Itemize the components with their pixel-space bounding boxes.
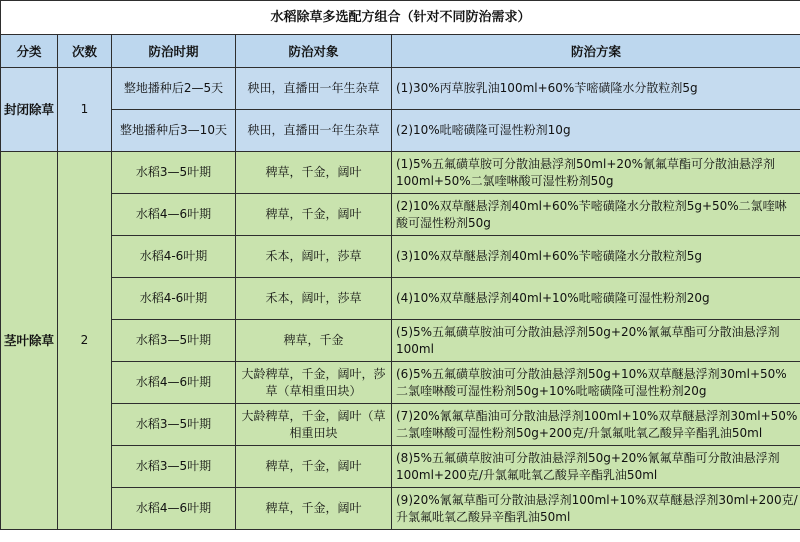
target-cell: 稗草，千金，阔叶	[236, 152, 392, 194]
plan-cell: (2)10%双草醚悬浮剂40ml+60%苄嘧磺隆水分散粒剂5g+50%二氯喹啉酸可湿性粉剂50g	[392, 194, 800, 236]
table-row	[1, 446, 800, 488]
table-row	[1, 320, 800, 362]
target-cell: 禾本，阔叶，莎草	[236, 278, 392, 320]
target-cell: 秧田，直播田一年生杂草	[236, 68, 392, 110]
period-cell: 水稻4—6叶期	[112, 362, 236, 404]
times-cell: 1	[58, 68, 112, 152]
period-cell: 整地播种后3—10天	[112, 110, 236, 152]
period-cell: 水稻4-6叶期	[112, 278, 236, 320]
table-row	[1, 488, 800, 530]
table-row	[1, 236, 800, 278]
table-row	[1, 68, 800, 110]
plan-cell: (9)20%氰氟草酯可分散油悬浮剂100ml+10%双草醚悬浮剂30ml+200克/升氯氟吡氧乙酸异辛酯乳油50ml	[392, 488, 800, 530]
plan-cell: (3)10%双草醚悬浮剂40ml+60%苄嘧磺隆水分散粒剂5g	[392, 236, 800, 278]
times-cell: 2	[58, 152, 112, 530]
table-row	[1, 278, 800, 320]
table-row	[1, 194, 800, 236]
target-cell: 大龄稗草，千金，阔叶（草相重田块	[236, 404, 392, 446]
period-cell: 水稻3—5叶期	[112, 446, 236, 488]
plan-cell: (1)5%五氟磺草胺可分散油悬浮剂50ml+20%氰氟草酯可分散油悬浮剂100ml+50%二氯喹啉酸可湿性粉剂50g	[392, 152, 800, 194]
plan-cell: (8)5%五氟磺草胺油可分散油悬浮剂50g+20%氰氟草酯可分散油悬浮剂100ml+200克/升氯氟吡氧乙酸异辛酯乳油50ml	[392, 446, 800, 488]
table-row	[1, 152, 800, 194]
header-period: 防治时期	[112, 35, 236, 68]
period-cell: 水稻3—5叶期	[112, 152, 236, 194]
plan-cell: (2)10%吡嘧磺隆可湿性粉剂10g	[392, 110, 800, 152]
plan-cell: (5)5%五氟磺草胺油可分散油悬浮剂50g+20%氰氟草酯可分散油悬浮剂100ml	[392, 320, 800, 362]
period-cell: 水稻4—6叶期	[112, 488, 236, 530]
plan-cell: (6)5%五氟磺草胺油可分散油悬浮剂50g+10%双草醚悬浮剂30ml+50%二氯喹啉酸可湿性粉剂50g+10%吡嘧磺隆可湿性粉剂20g	[392, 362, 800, 404]
plan-cell: (4)10%双草醚悬浮剂40ml+10%吡嘧磺隆可湿性粉剂20g	[392, 278, 800, 320]
table-row	[1, 362, 800, 404]
period-cell: 水稻4-6叶期	[112, 236, 236, 278]
target-cell: 稗草，千金	[236, 320, 392, 362]
period-cell: 水稻4—6叶期	[112, 194, 236, 236]
target-cell: 稗草，千金，阔叶	[236, 488, 392, 530]
period-cell: 水稻3—5叶期	[112, 404, 236, 446]
table-title: 水稻除草多选配方组合（针对不同防治需求）	[1, 1, 800, 35]
target-cell: 大龄稗草，千金，阔叶，莎草（草相重田块）	[236, 362, 392, 404]
header-row	[1, 35, 800, 68]
table-row	[1, 110, 800, 152]
target-cell: 稗草，千金，阔叶	[236, 194, 392, 236]
header-plan: 防治方案	[392, 35, 800, 68]
table-row	[1, 404, 800, 446]
target-cell: 禾本，阔叶，莎草	[236, 236, 392, 278]
target-cell: 秧田，直播田一年生杂草	[236, 110, 392, 152]
category-cell: 封闭除草	[1, 68, 58, 152]
header-times: 次数	[58, 35, 112, 68]
category-cell: 茎叶除草	[1, 152, 58, 530]
plan-cell: (1)30%丙草胺乳油100ml+60%苄嘧磺隆水分散粒剂5g	[392, 68, 800, 110]
plan-cell: (7)20%氰氟草酯油可分散油悬浮剂100ml+10%双草醚悬浮剂30ml+50%二氯喹啉酸可湿性粉剂50g+200克/升氯氟吡氧乙酸异辛酯乳油50ml	[392, 404, 800, 446]
target-cell: 稗草，千金，阔叶	[236, 446, 392, 488]
header-target: 防治对象	[236, 35, 392, 68]
period-cell: 水稻3—5叶期	[112, 320, 236, 362]
period-cell: 整地播种后2—5天	[112, 68, 236, 110]
header-category: 分类	[1, 35, 58, 68]
